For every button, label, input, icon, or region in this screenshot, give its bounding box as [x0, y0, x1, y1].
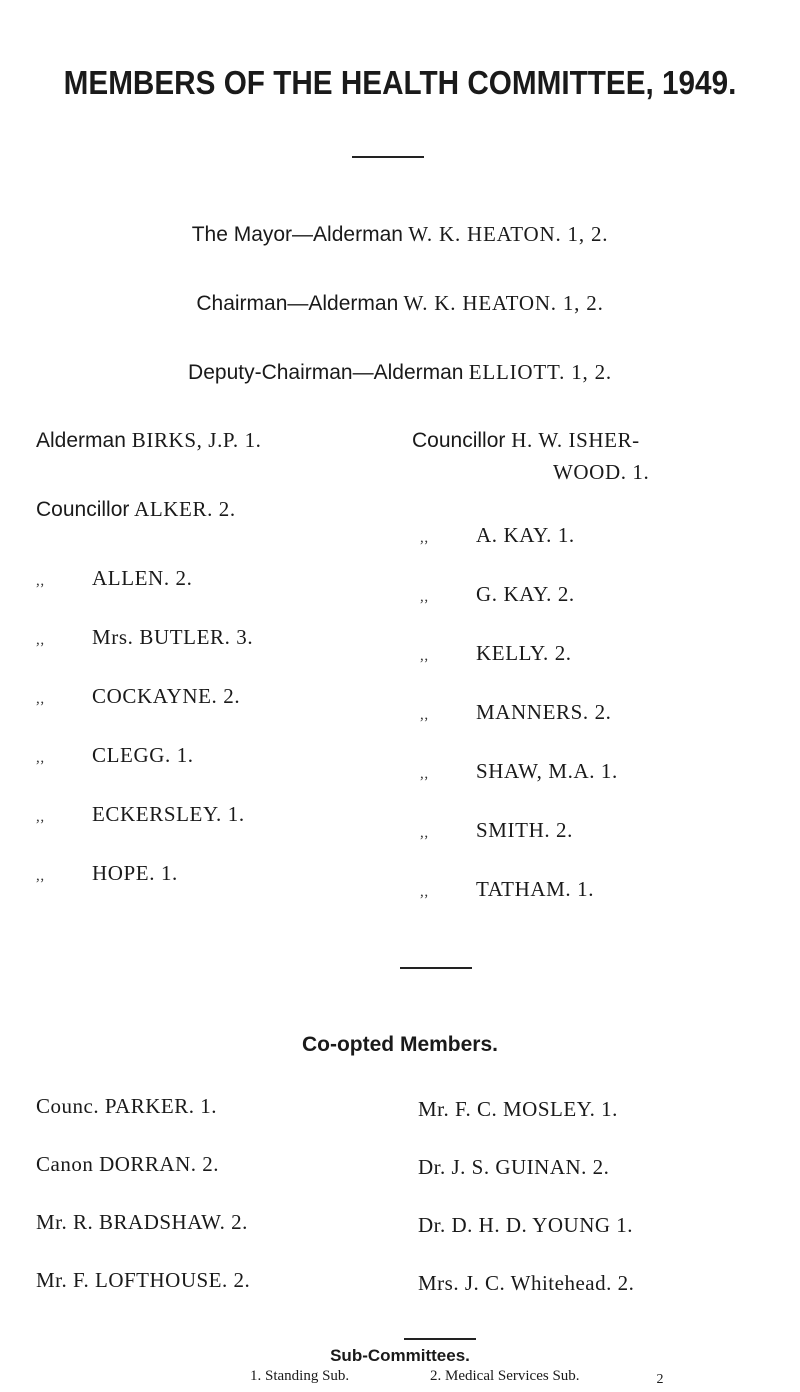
member-left-6 — [36, 802, 245, 827]
page-number: 2 — [656, 1372, 664, 1387]
member-left-3 — [36, 625, 253, 650]
member-name: SHAW, M.A. 1. — [476, 759, 618, 783]
member-right-4 — [420, 759, 618, 784]
member-right-0 — [420, 523, 575, 548]
subcommittees-heading: Sub-Committees. — [330, 1346, 470, 1365]
coopted-right-2: Dr. D. H. D. YOUNG 1. — [418, 1213, 634, 1237]
member-left-7 — [36, 861, 178, 886]
officer-label: Chairman—Alderman — [196, 292, 399, 315]
member-right-first — [412, 428, 640, 453]
member-name: G. KAY. 2. — [476, 582, 575, 606]
member-name: H. W. ISHER- — [511, 428, 640, 452]
member-left-0 — [36, 428, 262, 453]
member-left-5 — [36, 743, 194, 768]
item-label: Medical Services Sub. — [445, 1368, 580, 1384]
member-name: MANNERS. 2. — [476, 700, 612, 724]
member-name: ECKERSLEY. 1. — [92, 802, 245, 826]
member-right-5 — [420, 818, 573, 843]
member-name: SMITH. 2. — [476, 818, 573, 842]
member-right-first-continuation: WOOD. 1. — [553, 460, 650, 484]
ditto-mark: ,, — [420, 589, 429, 605]
coopted-right-3: Mrs. J. C. Whitehead. 2. — [418, 1271, 635, 1295]
member-name: ALKER. 2. — [134, 497, 236, 521]
page-title: MEMBERS OF THE HEALTH COMMITTEE, 1949. — [63, 64, 737, 101]
member-name: KELLY. 2. — [476, 641, 572, 665]
coopted-left-2: Mr. R. BRADSHAW. 2. — [36, 1210, 248, 1234]
coopted-right-0: Mr. F. C. MOSLEY. 1. — [418, 1097, 618, 1121]
subcommittee-item-1 — [250, 1368, 349, 1385]
item-number: 1. — [250, 1368, 262, 1384]
ditto-mark: ,, — [36, 632, 45, 648]
ditto-mark: ,, — [36, 868, 45, 884]
officer-name: ELLIOTT. 1, 2. — [468, 360, 612, 384]
member-name: Mrs. BUTLER. 3. — [92, 625, 254, 649]
member-left-4 — [36, 684, 240, 709]
subcommittee-item-2 — [430, 1368, 580, 1385]
officer-chairman — [0, 291, 800, 316]
member-rank: Councillor — [412, 429, 506, 452]
ditto-mark: ,, — [420, 648, 429, 664]
ditto-mark: ,, — [36, 573, 45, 589]
member-name: ALLEN. 2. — [92, 566, 193, 590]
officer-label: Deputy-Chairman—Alderman — [188, 361, 464, 384]
ditto-mark: ,, — [36, 750, 45, 766]
ditto-mark: ,, — [420, 707, 429, 723]
coopted-left-3: Mr. F. LOFTHOUSE. 2. — [36, 1268, 251, 1292]
coopted-right-1: Dr. J. S. GUINAN. 2. — [418, 1155, 610, 1179]
member-name: BIRKS, J.P. 1. — [131, 428, 262, 452]
member-right-3 — [420, 700, 612, 725]
member-right-1 — [420, 582, 575, 607]
member-name: A. KAY. 1. — [476, 523, 575, 547]
member-name: COCKAYNE. 2. — [92, 684, 241, 708]
ditto-mark: ,, — [420, 825, 429, 841]
divider — [400, 967, 472, 969]
item-label: Standing Sub. — [265, 1368, 350, 1384]
member-rank: Councillor — [36, 498, 130, 521]
member-left-2 — [36, 566, 192, 591]
officer-name: W. K. HEATON. 1, 2. — [403, 291, 604, 315]
member-name: HOPE. 1. — [92, 861, 178, 885]
officer-deputy-chairman — [0, 360, 800, 385]
officer-label: The Mayor—Alderman — [191, 223, 403, 246]
ditto-mark: ,, — [36, 691, 45, 707]
coopted-left-1: Canon DORRAN. 2. — [36, 1152, 220, 1176]
officer-name: W. K. HEATON. 1, 2. — [408, 222, 609, 246]
ditto-mark: ,, — [420, 530, 429, 546]
coopted-heading: Co-opted Members. — [301, 1033, 498, 1056]
member-name: CLEGG. 1. — [92, 743, 194, 767]
officer-mayor — [0, 222, 800, 247]
divider — [352, 156, 424, 158]
member-right-2 — [420, 641, 572, 666]
member-right-6 — [420, 877, 594, 902]
member-rank: Alderman — [36, 429, 126, 452]
item-number: 2. — [430, 1368, 442, 1384]
member-name: TATHAM. 1. — [476, 877, 595, 901]
member-left-1 — [36, 497, 236, 522]
divider — [404, 1338, 476, 1340]
coopted-left-0: Counc. PARKER. 1. — [36, 1094, 218, 1118]
ditto-mark: ,, — [420, 766, 429, 782]
ditto-mark: ,, — [420, 884, 429, 900]
ditto-mark: ,, — [36, 809, 45, 825]
